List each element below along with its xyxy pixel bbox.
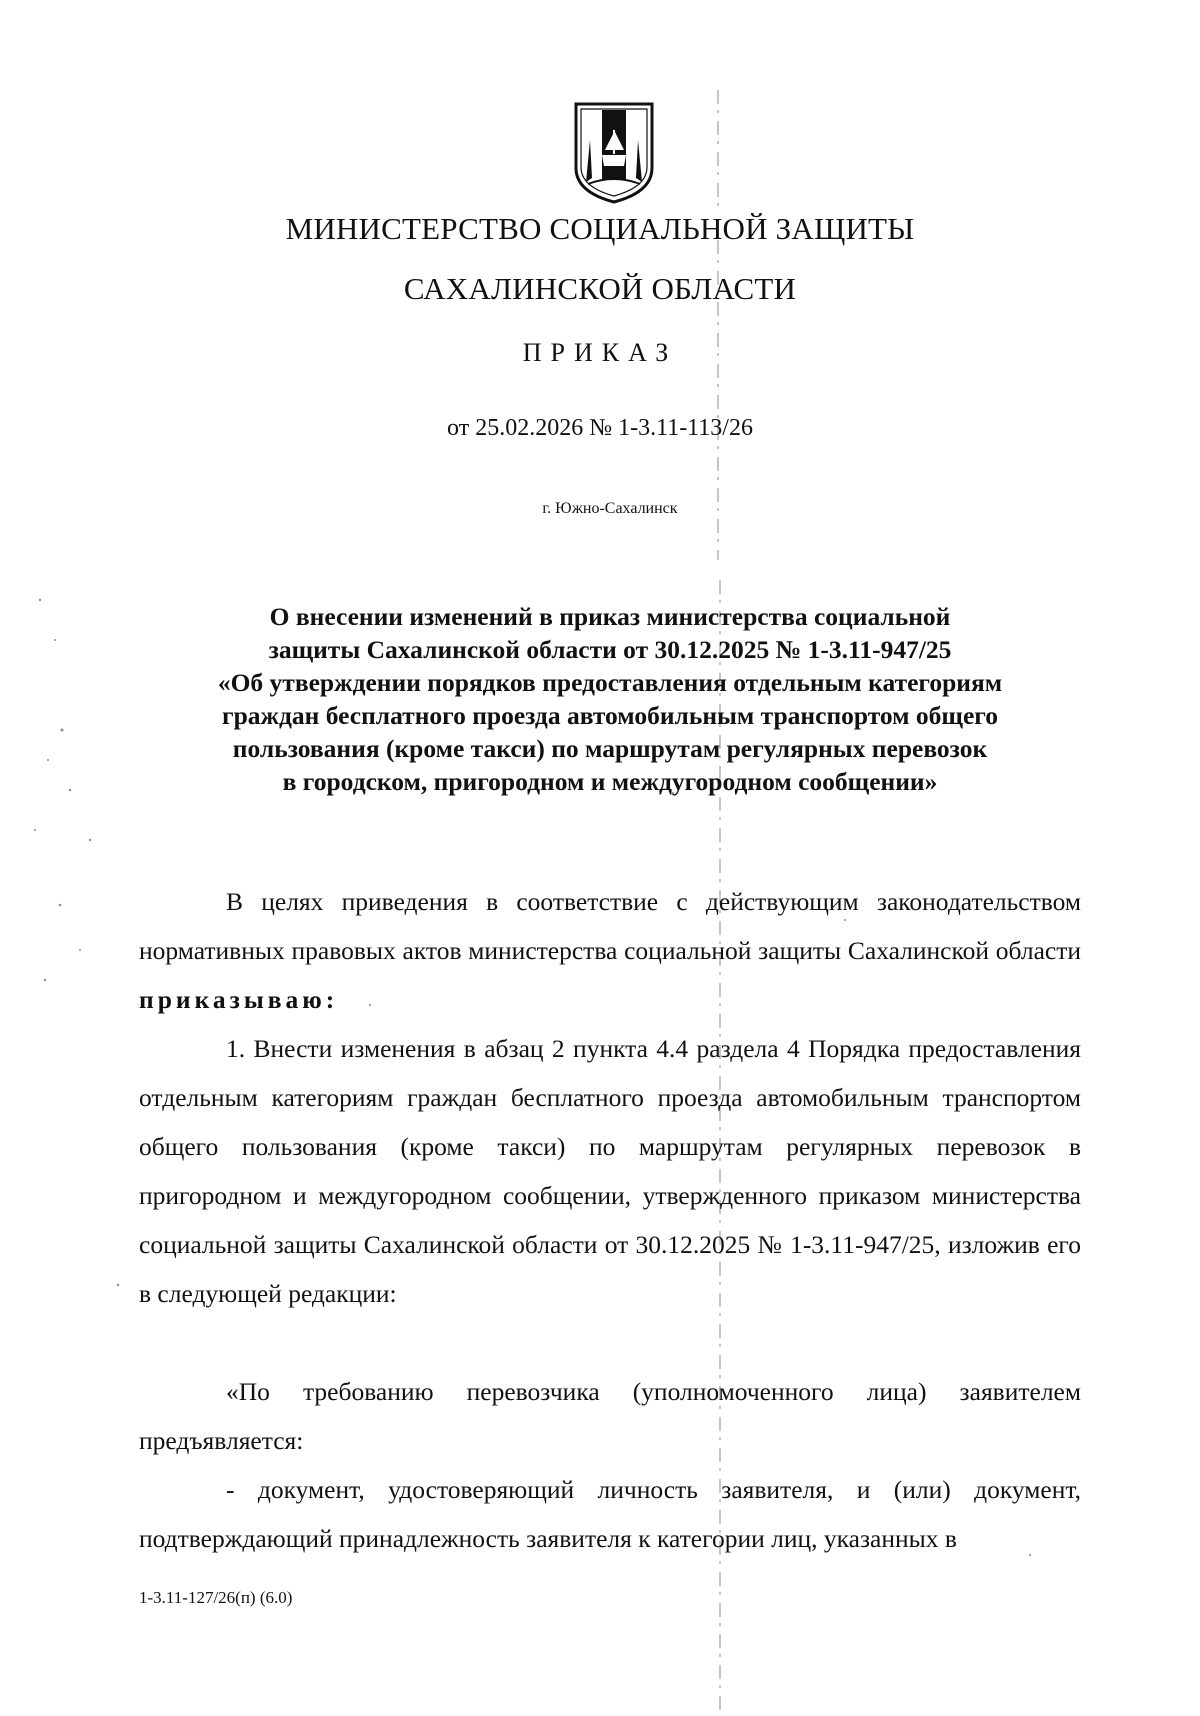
preamble-paragraph	[139, 877, 1081, 1024]
order-verb: приказываю:	[139, 985, 339, 1014]
document-type: ПРИКАЗ	[522, 338, 678, 367]
title-line: О внесении изменений в приказ министерства социальной	[269, 602, 951, 631]
title-line: пользования (кроме такси) по маршрутам регулярных перевозок	[232, 734, 988, 763]
dash-item-paragraph: - документ, удостоверяющий личность заявителя, и (или) документ, подтверждающий принадлежность заявителя к категории лиц, указанных в	[139, 1475, 1081, 1553]
title-line: граждан бесплатного проезда автомобильным транспортом общего	[222, 701, 998, 730]
ministry-name-line2: САХАЛИНСКОЙ ОБЛАСТИ	[403, 271, 797, 306]
ministry-name-line1: МИНИСТЕРСТВО СОЦИАЛЬНОЙ ЗАЩИТЫ	[285, 211, 915, 246]
document-footer-code: 1-3.11-127/26(п) (6.0)	[139, 1588, 293, 1607]
city-name: г. Южно-Сахалинск	[542, 500, 678, 517]
preamble-text: В целях приведения в соответствие с действующим законодательством нормативных правовых актов министерства социальной защиты Сахалинской области	[139, 887, 1081, 965]
order-title	[140, 600, 1080, 798]
order-number: от 25.02.2026 № 1-3.11-113/26	[447, 415, 753, 441]
quote-intro-paragraph: «По требованию перевозчика (уполномоченного лица) заявителем предъявляется:	[139, 1377, 1081, 1455]
title-line: «Об утверждении порядков предоставления отдельным категориям	[217, 668, 1003, 697]
title-line: защиты Сахалинской области от 30.12.2025 № 1-3.11-947/25	[268, 635, 952, 664]
title-line: в городском, пригородном и междугородном сообщении»	[282, 767, 938, 796]
item-1-paragraph: 1. Внести изменения в абзац 2 пункта 4.4 раздела 4 Порядка предоставления отдельным категориям граждан бесплатного проезда автомобильным транспортом общего пользования (кроме такси) по маршрутам регулярных перевозок в пригородном и междугородном сообщении, утвержденного приказом министерства социальной защиты Сахалинской области от 30.12.2025 № 1-3.11-947/25, изложив его в следующей редакции:	[139, 1034, 1081, 1308]
sakhalin-coat-of-arms-icon	[572, 100, 656, 204]
order-body	[139, 877, 1081, 1318]
quote-section	[139, 1367, 1081, 1563]
